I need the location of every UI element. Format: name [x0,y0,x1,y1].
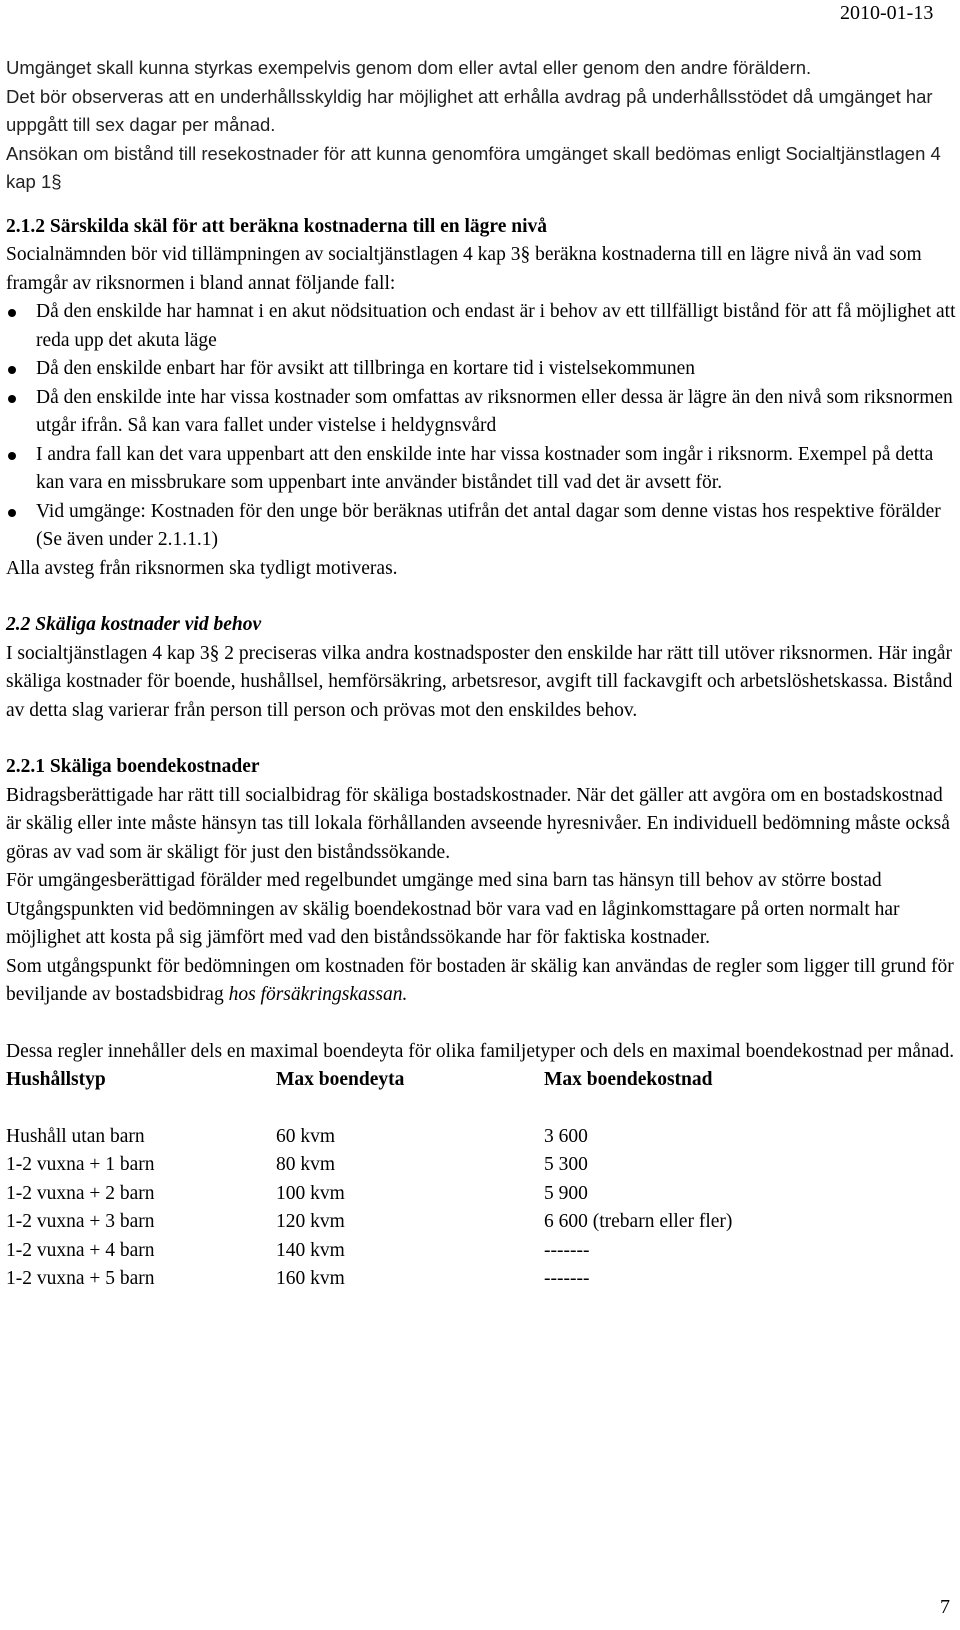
table-cell: 5 900 [544,1182,588,1204]
table-row [6,1237,944,1266]
table-cell: 80 kvm [276,1154,336,1175]
table-row [6,1123,944,1152]
table-cell: 120 kvm [276,1211,345,1232]
bullet-icon [8,309,16,317]
bullet-item: Då den enskilde enbart har för avsikt att tillbringa en kortare tid i vistelsekommunen [6,355,956,384]
bullet-icon [8,366,16,374]
intro-paragraph: Det bör observeras att en underhållsskyldig har möjlighet att erhålla avdrag på underhållsstödet då umgänget har uppgått till sex dagar per månad. [6,85,933,135]
table-cell: ------- [544,1268,590,1289]
italic-phrase: hos försäkringskassan. [228,984,408,1005]
rules-paragraph: Dessa regler innehåller dels en maximal boendeyta för olika familjetyper och dels en maximal boendekostnad per månad. [6,1040,955,1062]
page-content [6,54,956,1294]
table-cell: 140 kvm [276,1239,345,1261]
table-cell: ------- [544,1239,590,1261]
table-header-cell: Hushållstyp [6,1069,106,1090]
bullet-icon [8,452,16,460]
page-date: 2010-01-13 [840,2,934,24]
section-paragraph: Bidragsberättigade har rätt till socialbidrag för skäliga bostadskostnader. När det gäller att avgöra om en bostadskostnad är skälig eller inte måste hänsyn tas till lokala förhållanden avseende hyresnivåer. En individuell bedömning måste också göras av vad som är skäligt för just den biståndssökande. [6,784,950,863]
table-cell: 160 kvm [276,1268,345,1289]
table-row [6,1151,944,1180]
table-cell: Hushåll utan barn [6,1125,145,1147]
section-heading-2-1-2: 2.1.2 Särskilda skäl för att beräkna kostnaderna till en lägre nivå [6,215,548,237]
table-cell: 3 600 [544,1125,588,1147]
table-cell: 1-2 vuxna + 2 barn [6,1182,155,1204]
bullet-item: Då den enskilde inte har vissa kostnader som omfattas av riksnormen eller dessa är lägre än den nivå som riksnormen utgår ifrån. Så kan vara fallet under vistelse i heldygnsvård [6,384,956,441]
bullet-icon [8,509,16,517]
table-row [6,1265,944,1294]
section-body: I socialtjänstlagen 4 kap 3§ 2 preciseras vilka andra kostnadsposter den enskilde har rätt till utöver riksnormen. Här ingår skäliga kostnader för boende, hushållsel, hemförsäkring, arbetsresor, avgift till fackavgift och arbetslöshetskassa. Bistånd av detta slag varierar från person till person och prövas mot den enskildes behov. [6,642,953,721]
table-cell: 1-2 vuxna + 3 barn [6,1211,155,1232]
table-row [6,1180,944,1209]
section-paragraph: För umgängesberättigad förälder med regelbundet umgänge med sina barn tas hänsyn till behov av större bostad [6,870,882,891]
table-cell: 6 600 (trebarn eller fler) [544,1211,733,1232]
intro-paragraph: Umgänget skall kunna styrkas exempelvis genom dom eller avtal eller genom den andre föräldern. [6,57,812,78]
table-cell: 1-2 vuxna + 4 barn [6,1239,155,1261]
intro-block [6,54,956,197]
section-closing: Alla avsteg från riksnormen ska tydligt motiveras. [6,557,398,579]
table-cell: 1-2 vuxna + 5 barn [6,1268,155,1289]
bullet-item: I andra fall kan det vara uppenbart att den enskilde inte har vissa kostnader som ingår i riksnorm. Exempel på detta kan vara en missbrukare som uppenbart inte använder biståndet till vad det är avsett för. [6,441,956,498]
section-paragraph: Som utgångspunkt för bedömningen om kostnaden för bostaden är skälig kan användas de regler som ligger till grund för beviljande av bostadsbidrag hos försäkringskassan. [6,955,954,1005]
intro-paragraph: Ansökan om bistånd till resekostnader för att kunna genomföra umgänget skall bedömas enligt Socialtjänstlagen 4 kap 1§ [6,142,941,192]
bullet-item: Vid umgänge: Kostnaden för den unge bör beräknas utifrån det antal dagar som denne vistas hos respektive förälder (Se även under 2.1.1.1) [6,498,956,555]
table-row [6,1208,944,1237]
table-cell: 5 300 [544,1154,588,1175]
table-cell: 60 kvm [276,1125,336,1147]
table-header-cell: Max boendekostnad [544,1069,713,1090]
table-cell: 1-2 vuxna + 1 barn [6,1154,155,1175]
table-header-cell: Max boendeyta [276,1069,405,1090]
section-heading-2-2-1: 2.2.1 Skäliga boendekostnader [6,756,260,777]
bullet-list [6,298,956,555]
table-cell: 100 kvm [276,1182,345,1204]
page-number: 7 [940,1596,950,1618]
bullet-icon [8,395,16,403]
bullet-item: Då den enskilde har hamnat i en akut nödsituation och endast är i behov av ett tillfälligt bistånd för att få möjlighet att reda upp det akuta läge [6,298,956,355]
section-lead: Socialnämnden bör vid tillämpningen av socialtjänstlagen 4 kap 3§ beräkna kostnaderna till en lägre nivå än vad som framgår av riksnormen i bland annat följande fall: [6,244,922,294]
section-paragraph: Utgångspunkten vid bedömningen av skälig boendekostnad bör vara vad en låginkomsttagare på orten normalt har möjlighet att kosta på sig jämfört med vad den biståndssökande har för faktiska kostnader. [6,898,900,948]
table-header-row [6,1066,944,1095]
section-heading-2-2: 2.2 Skäliga kostnader vid behov [6,614,262,635]
housing-table [6,1066,944,1294]
